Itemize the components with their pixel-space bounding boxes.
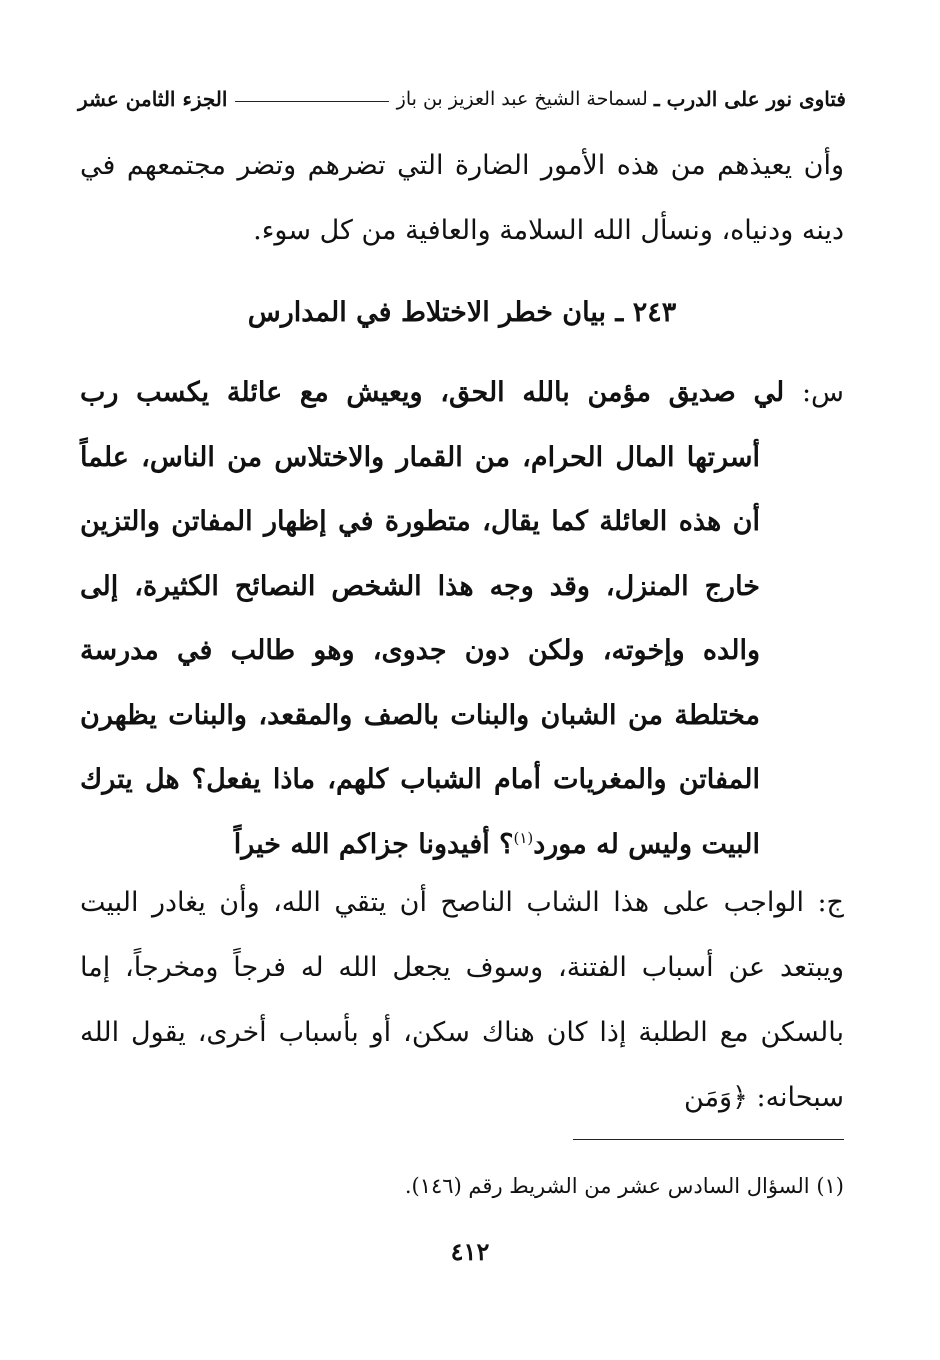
volume-part: الجزء الثامن عشر: [78, 87, 228, 111]
question-body-text: أسرتها المال الحرام، من القمار والاختلاس من الناس، علماً أن هذه العائلة كما يقال، متطورة في إظهار المفاتن والتزين خارج المنزل، وقد وجه هذا الشخص النصائح الكثيرة، إلى والده وإخوته، ولكن دون جدوى، وهو طالب في مدرسة مختلطة من الشبان والبنات بالصف والمقعد، والبنات يظهرن المفاتن والمغريات أمام الشباب كلهم، ماذا يفعل؟ هل يترك البيت وليس له مورد: [80, 441, 760, 860]
intro-paragraph: وأن يعيذهم من هذه الأمور الضارة التي تضرهم وتضر مجتمعهم في دينه ودنياه، ونسأل الله السلامة والعافية من كل سوء.: [80, 150, 844, 246]
footnote: (١) السؤال السادس عشر من الشريط رقم (١٤٦).: [404, 1174, 844, 1198]
question-body: [80, 426, 760, 878]
section-title: ٢٤٣ ـ بيان خطر الاختلاط في المدارس: [247, 297, 677, 328]
answer-paragraph: [80, 870, 844, 1130]
question-first-line: [80, 361, 844, 426]
question-block: [80, 361, 844, 877]
header-rule: [235, 101, 388, 102]
question-prefix: س:: [801, 377, 844, 408]
question-first-line-text: لي صديق مؤمن بالله الحق، ويعيش مع عائلة يكسب رب: [80, 377, 785, 408]
running-header: [78, 82, 846, 116]
footnote-reference: (١): [513, 828, 534, 847]
book-title: فتاوى نور على الدرب ـ: [653, 87, 846, 111]
answer-text: الواجب على هذا الشاب الناصح أن يتقي الله، وأن يغادر البيت ويبتعد عن أسباب الفتنة، وسوف يجعل الله له فرجاً ومخرجاً، إما بالسكن مع الطلبة إذا كان هناك سكن، أو بأسباب أخرى، يقول الله سبحانه: ﴿وَمَن: [80, 887, 844, 1113]
page-number: ٤١٢: [450, 1237, 490, 1266]
question-ending: ؟ أفيدونا جزاكم الله خيراً: [233, 828, 514, 860]
footnote-separator: [573, 1139, 844, 1140]
answer-prefix: ج:: [817, 887, 844, 918]
author-name: لسماحة الشيخ عبد العزيز بن باز: [396, 88, 648, 110]
